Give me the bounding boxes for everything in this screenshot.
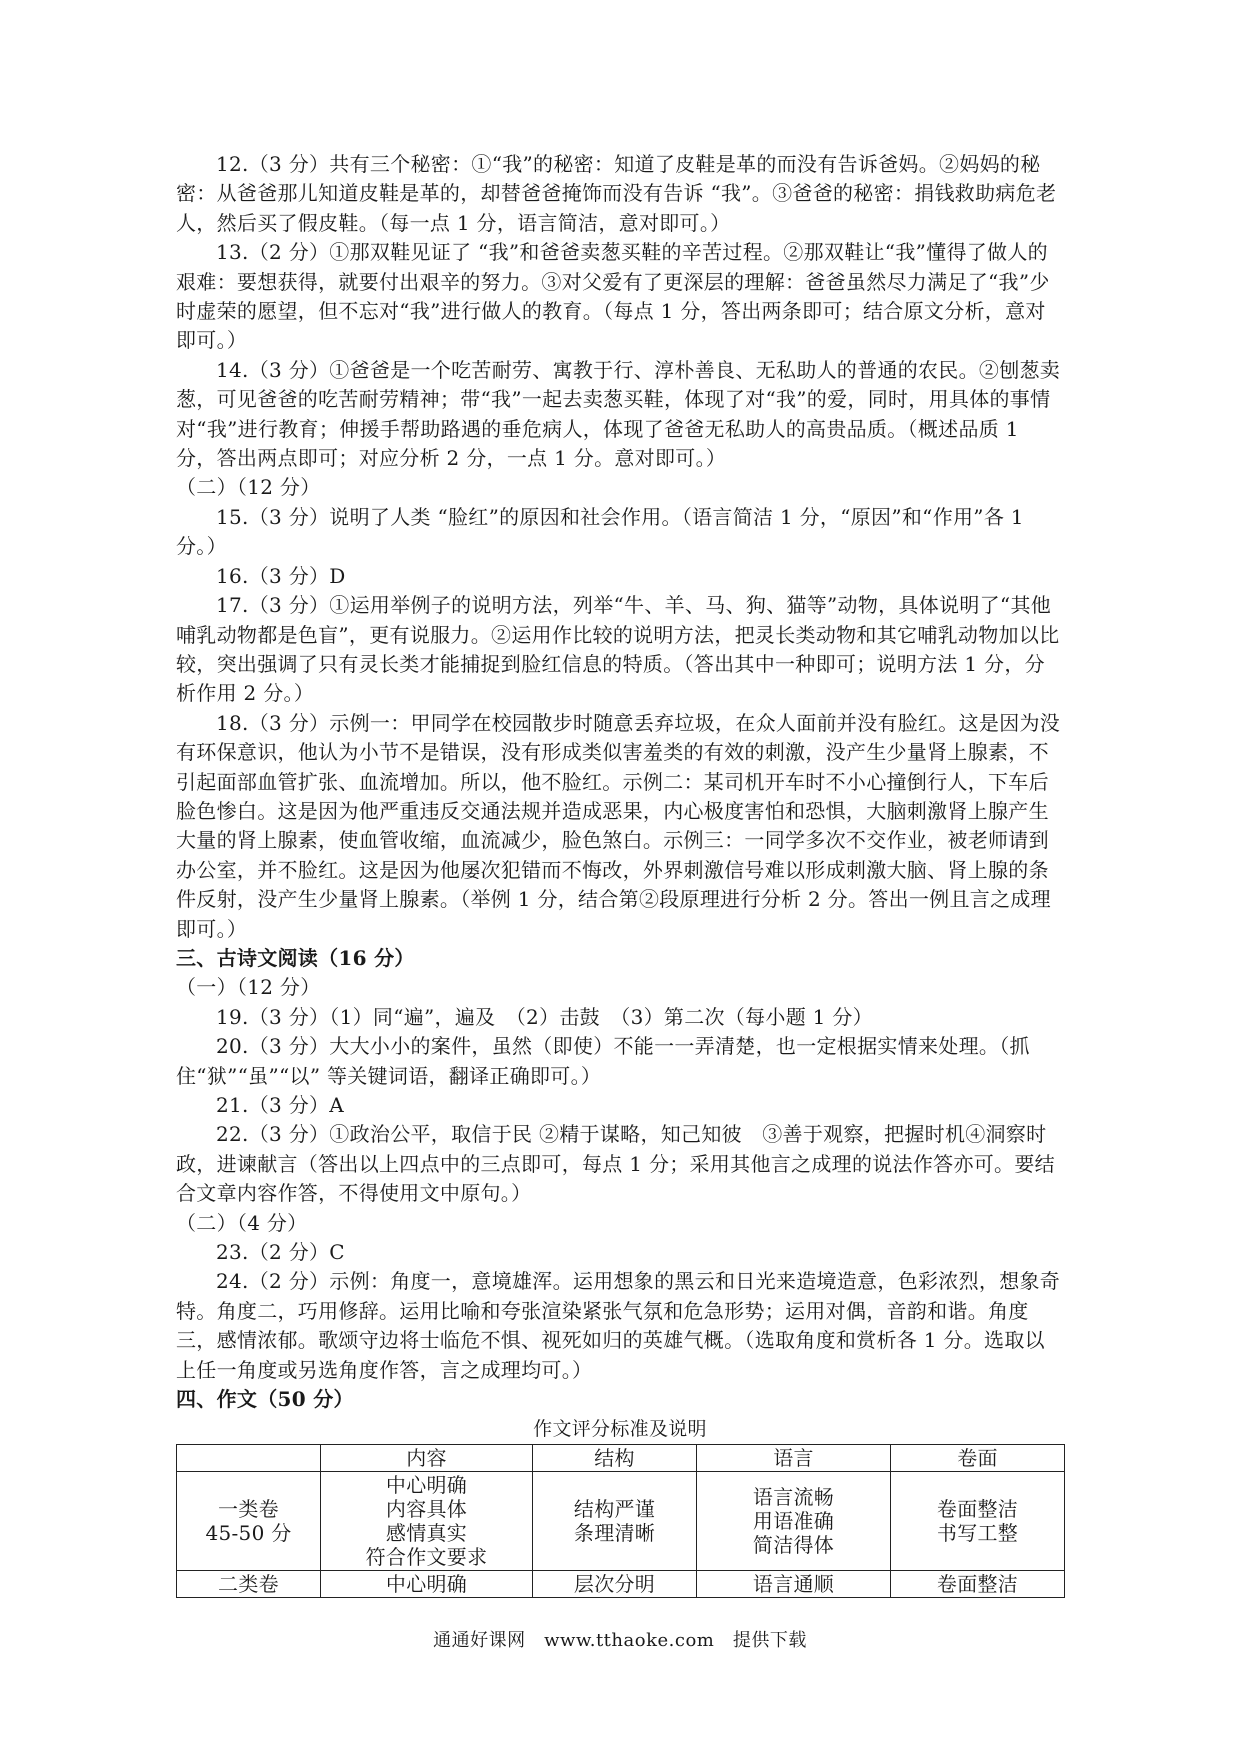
answer-22: 22.（3 分）①政治公平，取信于民 ②精于谋略，知己知彼 ③善于观察，把握时机④洞察时政，进谏献言（答出以上四点中的三点即可，每点 1 分；采用其他言之成理的说法作答亦可。要结合文章内容作答，不得使用文中原句。） xyxy=(176,1122,1055,1206)
answer-key-body xyxy=(176,150,1064,1598)
header-cell-language: 语言 xyxy=(697,1445,891,1472)
answer-17: 17.（3 分）①运用举例子的说明方法，列举“牛、羊、马、狗、猫等”动物，具体说明了“其他哺乳动物都是色盲”，更有说服力。②运用作比较的说明方法，把灵长类动物和其它哺乳动物加以比较，突出强调了只有灵长类才能捕捉到脸红信息的特质。（答出其中一种即可；说明方法 1 分，分析作用 2 分。） xyxy=(176,593,1060,706)
criterion: 卷面整洁 xyxy=(936,1497,1019,1522)
section-2-subheading: （二）（12 分） xyxy=(176,475,321,500)
download-source-footer: 通通好课网 www.tthaoke.com 提供下载 xyxy=(433,1630,807,1651)
answer-14: 14.（3 分）①爸爸是一个吃苦耐劳、寓教于行、淳朴善良、无私助人的普通的农民。②刨葱卖葱，可见爸爸的吃苦耐劳精神；带“我”一起去卖葱买鞋，体现了对“我”的爱，同时，用具体的事情对“我”进行教育；伸援手帮助路遇的垂危病人，体现了爸爸无私助人的高贵品质。（概述品质 1 分，答出两点即可；对应分析 2 分，一点 1 分。意对即可。） xyxy=(176,357,1061,471)
grading-table xyxy=(176,1444,1065,1598)
structure-criteria-cell: 层次分明 xyxy=(533,1571,697,1598)
answer-21: 21.（3 分）A xyxy=(216,1093,345,1117)
criterion: 语言流畅 xyxy=(752,1485,835,1510)
header-cell-content: 内容 xyxy=(321,1445,533,1472)
criterion: 条理清晰 xyxy=(573,1521,656,1546)
grading-table-header-row xyxy=(177,1445,1065,1472)
table-row xyxy=(177,1472,1065,1571)
grade-label-cell xyxy=(177,1472,321,1571)
structure-criteria-cell xyxy=(533,1472,697,1571)
grade-score-range: 45-50 分 xyxy=(205,1521,292,1546)
answer-19: 19.（3 分）（1）同“遍”，遍及 （2）击鼓 （3）第二次（每小题 1 分） xyxy=(216,1004,873,1029)
surface-criteria-cell: 卷面整洁 xyxy=(891,1571,1065,1598)
header-cell-blank xyxy=(177,1445,321,1472)
table-row xyxy=(177,1571,1065,1598)
criterion: 简洁得体 xyxy=(752,1533,835,1558)
criterion: 内容具体 xyxy=(385,1497,468,1522)
content-criteria-cell: 中心明确 xyxy=(321,1571,533,1598)
criterion: 书写工整 xyxy=(936,1521,1019,1546)
section-4-heading: 四、作文（50 分） xyxy=(176,1387,354,1412)
header-cell-surface: 卷面 xyxy=(891,1445,1065,1472)
grading-table-title: 作文评分标准及说明 xyxy=(533,1418,707,1441)
criterion: 用语准确 xyxy=(752,1509,835,1534)
criterion: 中心明确 xyxy=(385,1473,468,1498)
content-criteria-cell xyxy=(321,1472,533,1571)
grade-label-cell: 二类卷 xyxy=(177,1571,321,1598)
criterion: 感情真实 xyxy=(385,1521,468,1546)
answer-15: 15.（3 分）说明了人类 “脸红”的原因和社会作用。（语言简洁 1 分，“原因”和“作用”各 1 分。） xyxy=(176,504,1024,559)
answer-16: 16.（3 分）D xyxy=(216,563,346,588)
section-3-part-2: （二）（4 分） xyxy=(176,1210,308,1235)
language-criteria-cell xyxy=(697,1472,891,1571)
answer-24: 24.（2 分）示例：角度一，意境雄浑。运用想象的黑云和日光来造境造意，色彩浓烈，想象奇特。角度二，巧用修辞。运用比喻和夸张渲染紧张气氛和危急形势；运用对偶，音韵和谐。角度三，感情浓郁。歌颂守边将士临危不惧、视死如归的英雄气概。（选取角度和赏析各 1 分。选取以上任一角度或另选角度作答，言之成理均可。） xyxy=(176,1269,1061,1382)
surface-criteria-cell xyxy=(891,1472,1065,1571)
criterion: 结构严谨 xyxy=(573,1497,656,1522)
language-criteria-cell: 语言通顺 xyxy=(697,1571,891,1598)
answer-12: 12.（3 分）共有三个秘密：①“我”的秘密：知道了皮鞋是革的而没有告诉爸妈。②妈妈的秘密：从爸爸那儿知道皮鞋是革的，却替爸爸掩饰而没有告诉 “我”。③爸爸的秘密：捐钱救助病危老人，然后买了假皮鞋。（每一点 1 分，语言简洁，意对即可。） xyxy=(176,152,1057,235)
answer-20: 20.（3 分）大大小小的案件，虽然（即使）不能一一弄清楚，也一定根据实情来处理。（抓住“狱”“虽”“以” 等关键词语，翻译正确即可。） xyxy=(176,1034,1030,1088)
criterion: 符合作文要求 xyxy=(365,1545,488,1570)
answer-18: 18.（3 分）示例一：甲同学在校园散步时随意丢弃垃圾，在众人面前并没有脸红。这是因为没有环保意识，他认为小节不是错误，没有形成类似害羞类的有效的刺激，没产生少量肾上腺素，不引起面部血管扩张、血流增加。所以，他不脸红。示例二：某司机开车时不小心撞倒行人，下车后脸色惨白。这是因为他严重违反交通法规并造成恶果，内心极度害怕和恐惧，大脑刺激肾上腺产生大量的肾上腺素，使血管收缩，血流减少，脸色煞白。示例三：一同学多次不交作业，被老师请到办公室，并不脸红。这是因为他屡次犯错而不悔改，外界刺激信号难以形成刺激大脑、肾上腺的条件反射，没产生少量肾上腺素。（举例 1 分，结合第②段原理进行分析 2 分。答出一例且言之成理即可。） xyxy=(176,710,1061,941)
section-3-heading: 三、古诗文阅读（16 分） xyxy=(176,945,415,970)
grade-label: 一类卷 xyxy=(218,1497,279,1522)
header-cell-structure: 结构 xyxy=(533,1445,697,1472)
answer-23: 23.（2 分）C xyxy=(216,1240,345,1265)
answer-13: 13.（2 分）①那双鞋见证了 “我”和爸爸卖葱买鞋的辛苦过程。②那双鞋让“我”懂得了做人的艰难：要想获得，就要付出艰辛的努力。③对父爱有了更深层的理解：爸爸虽然尽力满足了“我”少时虚荣的愿望，但不忘对“我”进行做人的教育。（每点 1 分，答出两条即可；结合原文分析，意对即可。） xyxy=(176,240,1050,353)
section-3-part-1: （一）（12 分） xyxy=(176,975,321,1000)
